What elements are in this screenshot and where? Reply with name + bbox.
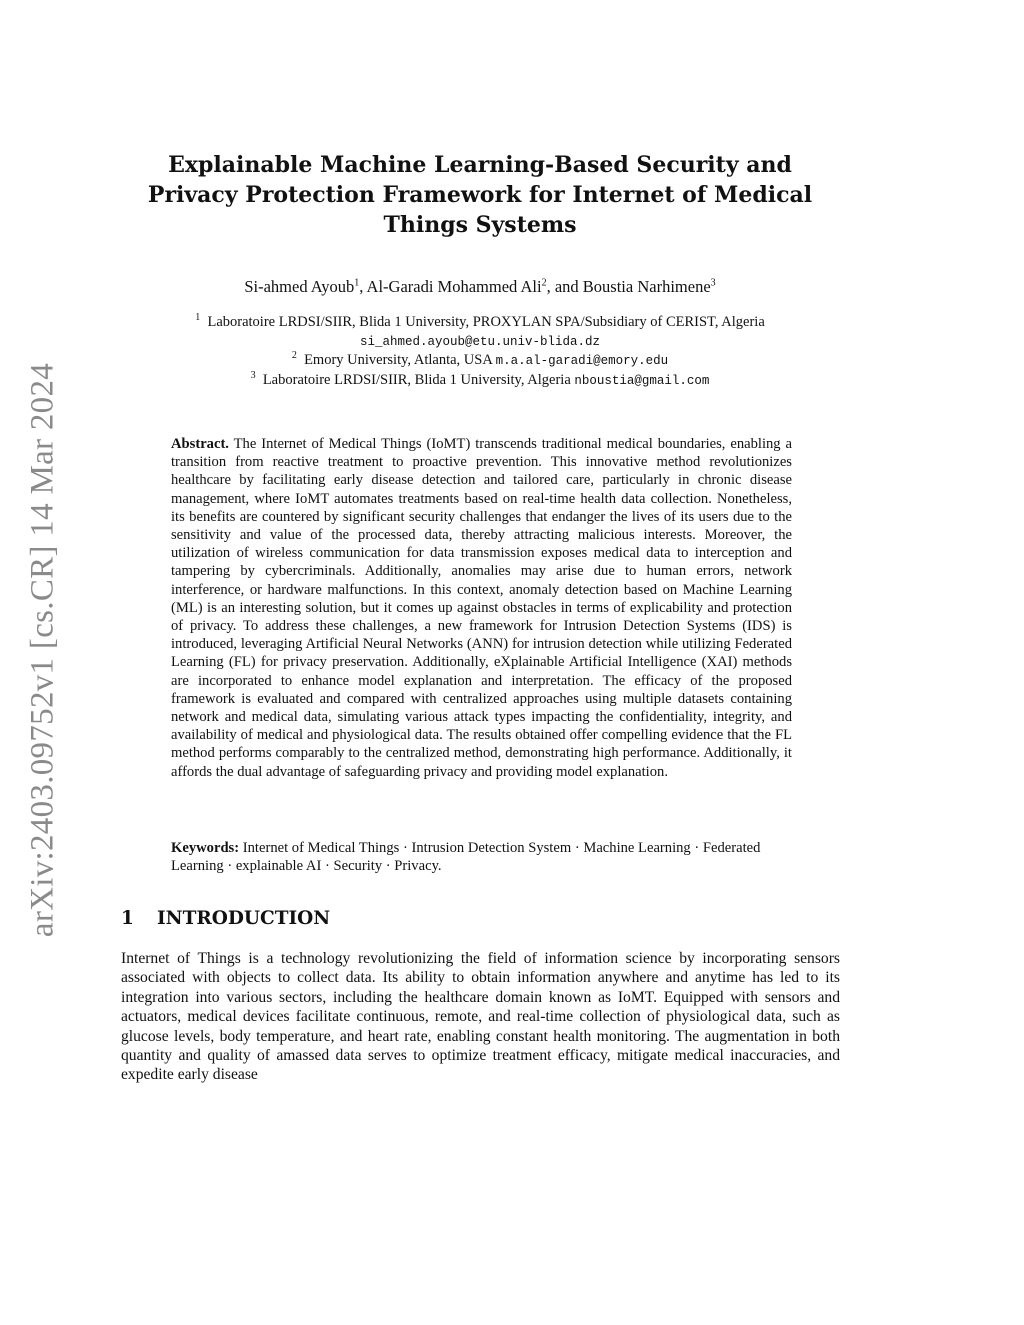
author-separator: , and — [546, 277, 583, 296]
paper-title: Explainable Machine Learning-Based Security and Privacy Protection Framework for Internet of Medical Things Systems — [147, 152, 813, 238]
affiliation-3 — [120, 371, 840, 391]
author-affiliation-mark: 2 — [541, 277, 547, 289]
author-name: Si-ahmed Ayoub — [244, 277, 355, 296]
keywords — [171, 839, 792, 875]
author-email: nboustia@gmail.com — [574, 373, 710, 388]
abstract-text: The Internet of Medical Things (IoMT) transcends traditional medical boundaries, enabling a transition from reactive treatment to proactive prevention. This innovative method revolutionizes healthcare by facilitating early disease detection and tailored care, particularly in chronic disease management, where IoMT automates treatments based on real-time health data collection. Nonetheless, its benefits are countered by significant security challenges that endanger the lives of its users due to the sensitivity and value of the processed data, thereby attracting malicious interests. Moreover, the utilization of wireless communication for data transmission exposes medical data to interception and tampering by cybercriminals. Additionally, anomalies may arise due to human errors, network interference, or hardware malfunctions. In this context, anomaly detection based on Machine Learning (ML) is an interesting solution, but it comes up against obstacles in terms of explicability and protection of privacy. To address these challenges, a new framework for Intrusion Detection Systems (IDS) is introduced, leveraging Artificial Neural Networks (ANN) for intrusion detection while utilizing Federated Learning (FL) for privacy preservation. Additionally, eXplainable Artificial Intelligence (XAI) methods are incorporated to enhance model explanation and interpretation. The efficacy of the proposed framework is evaluated and compared with centralized approaches using multiple datasets containing network and medical data, simulating various attack types impacting the confidentiality, integrity, and availability of medical and physiological data. The results obtained offer compelling evidence that the FL method performs comparably to the centralized method, demonstrating high performance. Additionally, it affords the dual advantage of safeguarding privacy and providing model explanation. — [171, 436, 792, 780]
author-email: si_ahmed.ayoub@etu.univ-blida.dz — [359, 334, 601, 349]
section-title: INTRODUCTION — [157, 908, 331, 929]
affiliation-text: Emory University, Atlanta, USA — [304, 352, 493, 368]
section-number: 1 — [121, 908, 134, 929]
author-email: m.a.al-garadi@emory.edu — [495, 354, 669, 368]
affiliation-text: Laboratoire LRDSI/SIIR, Blida 1 University, PROXYLAN SPA/Subsidiary of CERIST, Algeria — [207, 314, 765, 330]
author-separator: , — [359, 277, 367, 296]
author-affiliation-mark: 3 — [710, 277, 716, 289]
keywords-label: Keywords: — [171, 840, 240, 856]
abstract-label: Abstract. — [171, 436, 229, 452]
affiliation-mark: 2 — [291, 350, 297, 362]
affiliation-1 — [120, 313, 840, 332]
affiliation-text: Laboratoire LRDSI/SIIR, Blida 1 University, Algeria — [262, 371, 571, 388]
affiliation-2 — [120, 351, 840, 371]
abstract — [171, 435, 792, 781]
author-name: Al-Garadi Mohammed Ali — [366, 277, 542, 296]
section-body: Internet of Things is a technology revolutionizing the field of information science by incorporating sensors associated with objects to collect data. Its ability to obtain information anywhere and anytime has led to its integration into various sectors, including the healthcare domain known as IoMT. Equipped with sensors and actuators, medical devices facilitate continuous, remote, and real-time collection of physiological data, such as glucose levels, body temperature, and heart rate, enabling constant health monitoring. The augmentation in both quantity and quality of amassed data serves to optimize treatment efficacy, mitigate medical inaccuracies, and expedite early disease — [121, 950, 840, 1084]
author-name: Boustia Narhimene — [582, 277, 711, 296]
author-affiliation-mark: 1 — [354, 277, 360, 289]
arxiv-identifier: arXiv:2403.09752v1 [cs.CR] 14 Mar 2024 — [24, 362, 61, 938]
author-list — [120, 276, 840, 298]
affiliation-mark: 3 — [250, 369, 256, 381]
affiliation-mark: 1 — [195, 312, 201, 324]
affiliation-1-email-line — [120, 332, 840, 352]
keywords-text: Internet of Medical Things · Intrusion Detection System · Machine Learning · Federated Learning · explainable AI · Security · Privacy. — [171, 840, 761, 875]
affiliation-list — [120, 313, 840, 390]
section-heading — [121, 906, 841, 932]
